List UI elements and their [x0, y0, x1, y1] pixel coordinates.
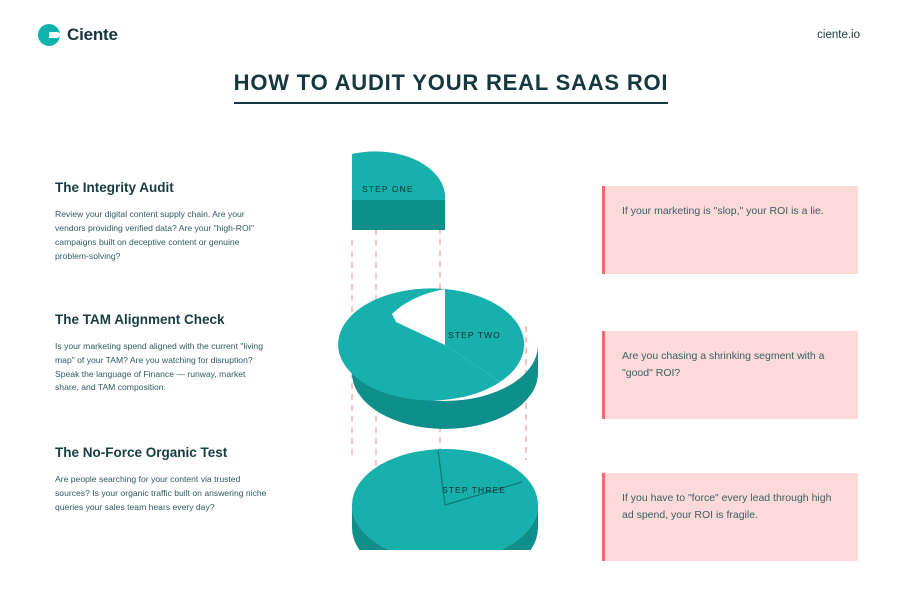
page-title: HOW TO AUDIT YOUR REAL SAAS ROI [233, 70, 669, 95]
step-three-title: The No-Force Organic Test [55, 445, 228, 461]
step-one-label: STEP ONE [362, 184, 414, 194]
pie-steps-diagram [330, 130, 560, 550]
step-one-title: The Integrity Audit [55, 180, 174, 195]
step-two-label: STEP TWO [448, 330, 501, 340]
steps-description-column [55, 180, 270, 515]
callout-step-two [602, 331, 858, 419]
ciente-circle-icon [38, 24, 60, 46]
callout-two-text: Are you chasing a shrinking segment with a "good" ROI? [622, 350, 825, 379]
callout-one-text: If your marketing is "slop," your ROI is a lie. [622, 205, 824, 217]
callouts-column [602, 186, 858, 561]
site-url: ciente.io [817, 29, 860, 41]
step-two-title: The TAM Alignment Check [55, 311, 225, 327]
callout-step-three [602, 473, 858, 561]
step-two-shape [338, 288, 538, 429]
step-three-body: Are people searching for your content via trusted sources? Is your organic traffic built on answering niche queries your sales team hears every day? [55, 474, 267, 513]
brand-logo[interactable] [38, 24, 118, 46]
callout-step-one [602, 186, 858, 274]
title-underline [234, 102, 668, 104]
step-two-body: Is your marketing spend aligned with the current "living map" of your TAM? Are you watching for disruption? Speak the language of Finance — runway, market share, and TAM composition. [55, 340, 263, 393]
step-three-label: STEP THREE [442, 485, 507, 495]
callout-three-text: If you have to "force" every lead through high ad spend, your ROI is fragile. [622, 492, 832, 521]
step-three-shape [352, 449, 538, 550]
step-block-two [55, 312, 270, 396]
step-one-body: Review your digital content supply chain. Are your vendors providing verified data? Are your "high-ROI" campaigns built on deceptive content or genuine problem-solving? [55, 209, 255, 261]
step-block-three [55, 445, 270, 515]
step-block-one [55, 180, 270, 264]
brand-name: Ciente [67, 25, 118, 44]
